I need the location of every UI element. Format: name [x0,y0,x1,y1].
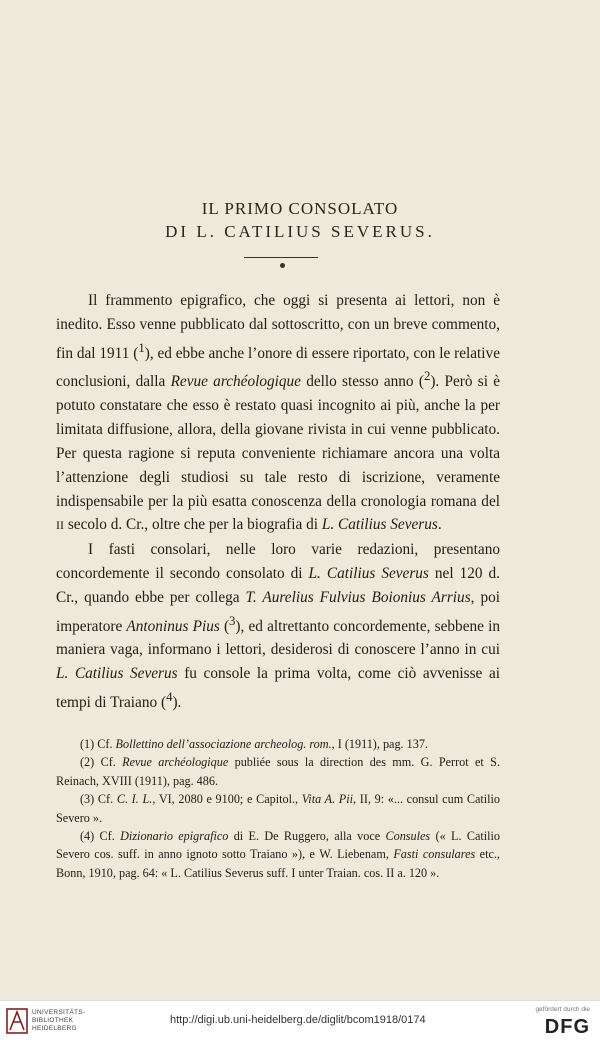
work-title: Dizionario epigrafico [120,829,229,844]
text-run: Il frammento epigrafico, che oggi si presenta ai lettori, non è inedito. Esso venne pubblicato dal sottoscritto, con un breve commento, fin dal 1911 ( [56,292,500,362]
footnote-ref-1: 1 [138,340,145,355]
text-run: (« L. Catilio Severo cos. suff. in anno ignoto sotto Traiano »), e W. Liebenam, [56,829,500,862]
paragraph-1 [56,289,500,538]
corpus-title: C. I. L. [116,792,153,807]
person-name: L. Catilius Severus [56,665,178,683]
text-run: ). [172,694,182,712]
footnote-ref-3: 3 [229,613,236,628]
text-run: , I (1911), pag. 137. [331,737,428,751]
footnote-4 [56,827,500,882]
text-run: . [437,516,442,534]
person-name: L. Catilius Severus [308,564,429,582]
text-run: Cf. [94,737,116,751]
footnotes [56,735,500,882]
journal-title: Bollettino dell’associazione archeolog. rom. [115,737,332,751]
person-name: L. Catilius Severus [321,516,438,534]
text-run: ). Però si è potuto constatare che esso è restato quasi incognito ai più, anche la per limitata diffusione, allora, della giovane rivista in cui venne pubblicato. Per questa ragione si reputa conveniente richiamare ancora una volta l’attenzione degli studiosi su tale resto di iscrizione, veramente indispensabile per la più esatta conoscenza della cronologia romana del [56,373,500,510]
article-title-line2: DI L. CATILIUS SEVERUS. [165,222,435,241]
footnote-ref-2: 2 [423,369,431,384]
footnote-1 [56,735,500,753]
text-run: , poi imperatore [56,588,500,635]
text-run: Cf. [94,755,123,770]
text-run: Cf. [94,792,117,807]
text-run: fu console la prima volta, come ciò avvenisse ai tempi di Traiano ( [56,665,500,712]
footnote-number: (4) [80,829,95,844]
paragraph-2 [56,538,500,715]
text-run: , VI, 2080 e 9100; e Capitol., [152,792,302,807]
text-run: ), ed ebbe anche l’onore di essere riportato, con le relative conclusioni, dalla [56,344,500,391]
century-numeral: II [56,518,64,533]
permalink-url[interactable]: http://digi.ub.uni-heidelberg.de/diglit/bcom1918/0174 [170,1014,426,1026]
footnote-number: (2) [80,755,95,770]
text-run: ( [219,617,230,635]
footnote-ref-4: 4 [166,690,173,705]
text-run: I fasti consolari, nelle loro varie redazioni, presentano concordemente il secondo consolato di [56,541,500,582]
footnote-number: (3) [80,792,95,807]
viewer-footer [0,1000,600,1042]
text-run: Cf. [94,829,121,844]
footnote-3 [56,790,500,827]
entry-title: Consules [385,829,431,844]
divider-ornament [280,263,285,268]
text-run: secolo d. Cr., oltre che per la biografia di [64,516,322,534]
journal-title: Revue archéologique [122,755,229,770]
article-title-line1: IL PRIMO CONSOLATO [201,199,399,218]
footnote-2 [56,753,500,790]
title-divider [244,257,318,258]
text-run: , II, 9: «... consul cum Catilio Severo ». [56,792,501,825]
work-title: Fasti consulares [393,847,476,862]
body-text [56,289,500,715]
text-run: dello stesso anno ( [300,373,424,391]
footnote-number: (1) [80,737,95,751]
text-run: di E. De Ruggero, alla voce [228,829,386,844]
library-name: UNIVERSITÄTS- BIBLIOTHEK HEIDELBERG [32,1009,86,1032]
journal-title: Revue archéologique [170,373,301,391]
text-run: ), ed altrettanto concordemente, sebbene in maniera vaga, informano i lettori, desiderosi di conoscere l’anno in cui [56,617,500,659]
text-run: publiée sous la direction des mm. G. Perrot et S. Reinach, XVIII (1911), pag. 486. [56,755,500,788]
text-run: nel 120 d. Cr., quando ebbe per collega [56,564,500,606]
work-title: Vita A. Pii [301,792,354,807]
text-run: etc., Bonn, 1910, pag. 64: « L. Catilius Severus suff. I unter Traian. cos. II a. 120 ». [56,847,500,880]
university-library-logo-icon [6,1008,28,1034]
person-name: Antoninus Pius [126,617,220,635]
funding-label: gefördert durch die [535,1006,590,1013]
dfg-logo: DFG [544,1016,590,1038]
person-name: T. Aurelius Fulvius Boionius Arrius [245,588,471,606]
